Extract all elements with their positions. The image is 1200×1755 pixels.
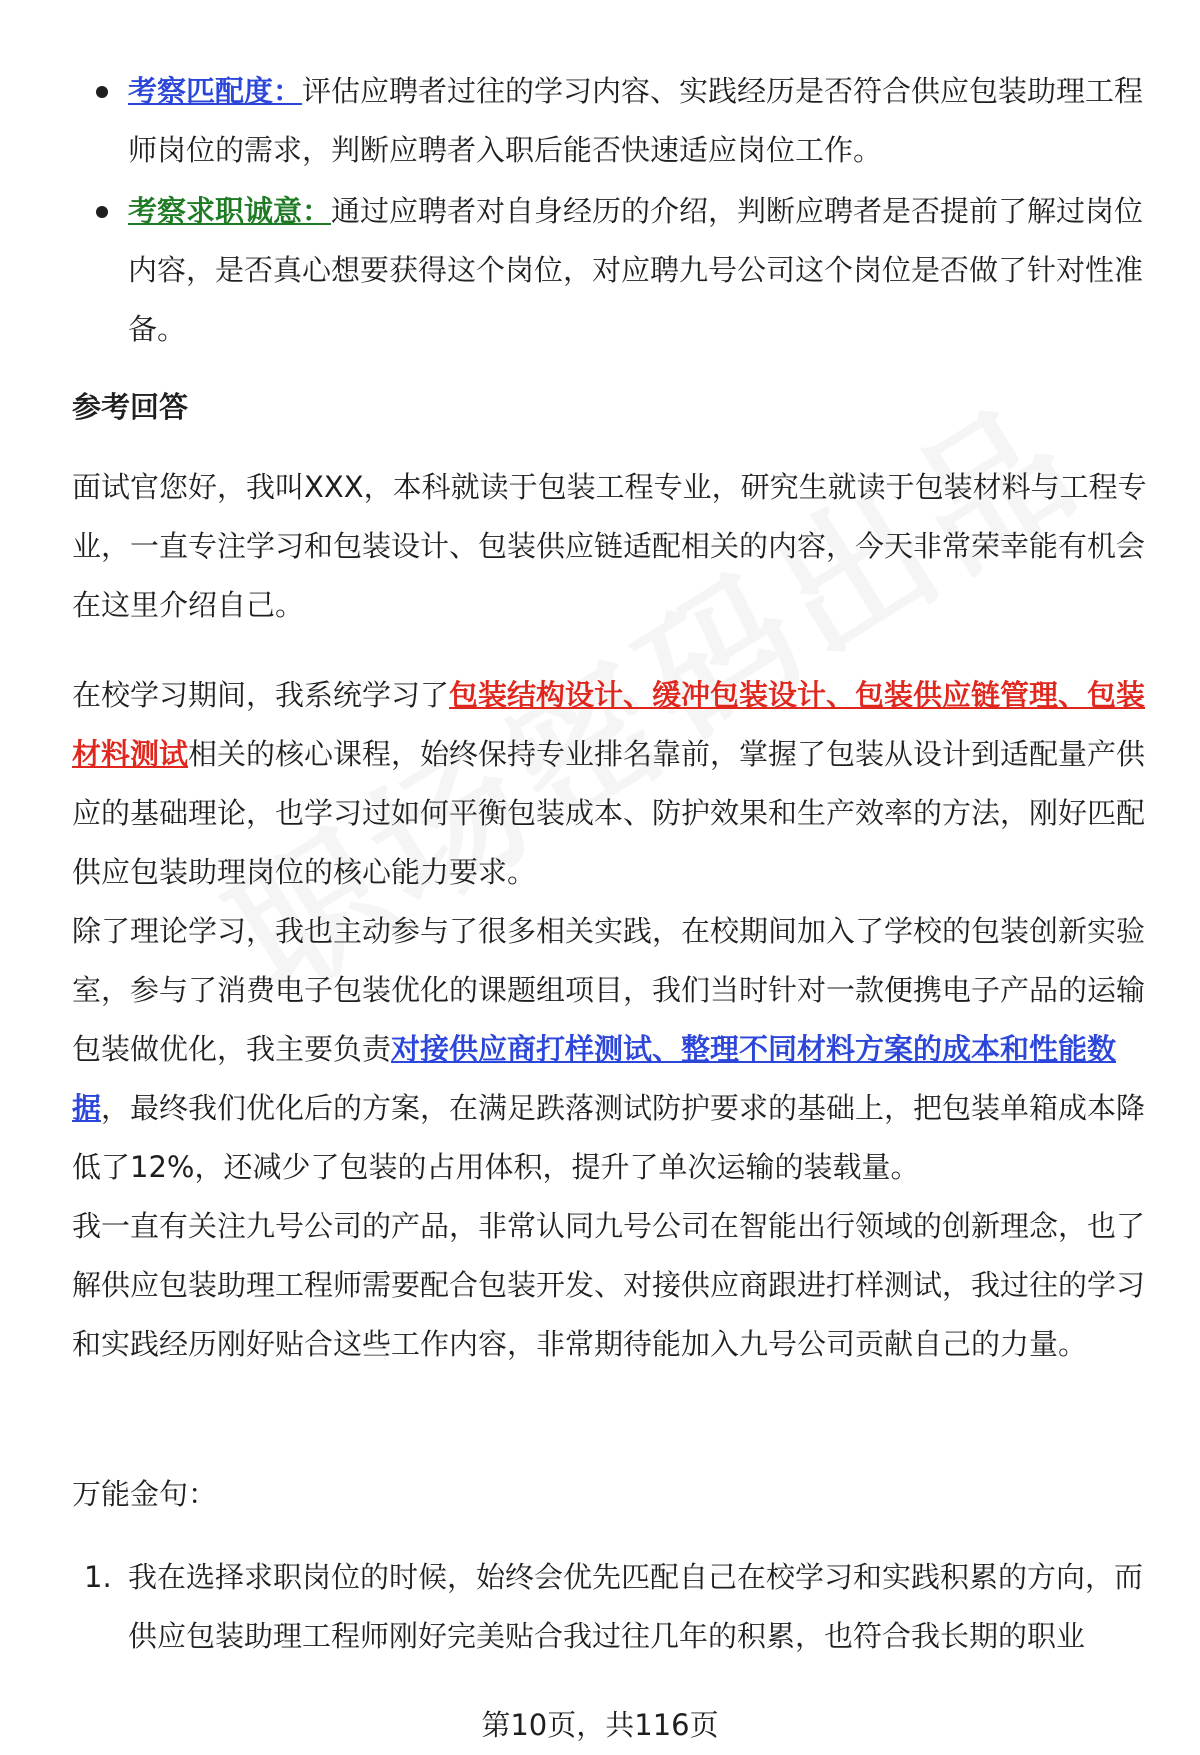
paragraph-intro: 面试官您好，我叫XXX，本科就读于包装工程专业，研究生就读于包装材料与工程专业，一直专注学习和包装设计、包装供应链适配相关的内容，今天非常荣幸能有机会在这里介绍自己。 — [72, 470, 1147, 622]
highlight-responsibility: 对接供应商打样测试、整理不同材料方案的成本和性能数据 — [72, 1032, 1117, 1125]
bullet-dot-icon — [96, 206, 108, 218]
keyword-sincerity: 考察求职诚意： — [128, 194, 332, 228]
bullet-text: 评估应聘者过往的学习内容、实践经历是否符合供应包装助理工程师岗位的需求，判断应聘者入职后能否快速适应岗位工作。 — [128, 74, 1144, 167]
paragraph-text: 相关的核心课程，始终保持专业排名靠前，掌握了包装从设计到适配量产供应的基础理论，也学习过如何平衡包装成本、防护效果和生产效率的方法，刚好匹配供应包装助理岗位的核心能力要求。 — [72, 737, 1146, 889]
numbered-list — [72, 1548, 1147, 1666]
list-item — [72, 1548, 1147, 1666]
paragraph-company: 我一直有关注九号公司的产品，非常认同九号公司在智能出行领域的创新理念，也了解供应包装助理工程师需要配合包装开发、对接供应商跟进打样测试，我过往的学习和实践经历刚好贴合这些工作内容，非常期待能加入九号公司贡献自己的力量。 — [72, 1209, 1146, 1361]
section-heading: 参考回答 — [72, 390, 189, 424]
paragraph-text: ，最终我们优化后的方案，在满足跌落测试防护要求的基础上，把包装单箱成本降低了12%，还减少了包装的占用体积，提升了单次运输的装载量。 — [72, 1091, 1146, 1184]
bullet-dot-icon — [96, 86, 108, 98]
paragraph-study — [72, 666, 1147, 902]
list-item — [72, 182, 1147, 359]
bullet-text: 通过应聘者对自身经历的介绍，判断应聘者是否提前了解过岗位内容，是否真心想要获得这个岗位，对应聘九号公司这个岗位是否做了针对性准备。 — [128, 194, 1144, 346]
paragraph-text: 在校学习期间，我系统学习了 — [72, 678, 450, 712]
paragraph-practice — [72, 902, 1147, 1197]
formula-heading: 万能金句： — [72, 1477, 218, 1511]
highlight-courses: 包装结构设计、缓冲包装设计、包装供应链管理、包装材料测试 — [72, 678, 1146, 771]
list-item — [72, 62, 1147, 180]
list-item-text: 我在选择求职岗位的时候，始终会优先匹配自己在校学习和实践积累的方向，而供应包装助理工程师刚好完美贴合我过往几年的积累，也符合我长期的职业 — [128, 1560, 1144, 1653]
keyword-match: 考察匹配度： — [128, 74, 303, 108]
paragraph-text: 除了理论学习，我也主动参与了很多相关实践，在校期间加入了学校的包装创新实验室，参与了消费电子包装优化的课题组项目，我们当时针对一款便携电子产品的运输包装做优化，我主要负责 — [72, 914, 1146, 1066]
page-number: 第10页，共116页 — [481, 1708, 719, 1742]
list-number: 1. — [84, 1560, 112, 1594]
criteria-list — [72, 62, 1147, 361]
